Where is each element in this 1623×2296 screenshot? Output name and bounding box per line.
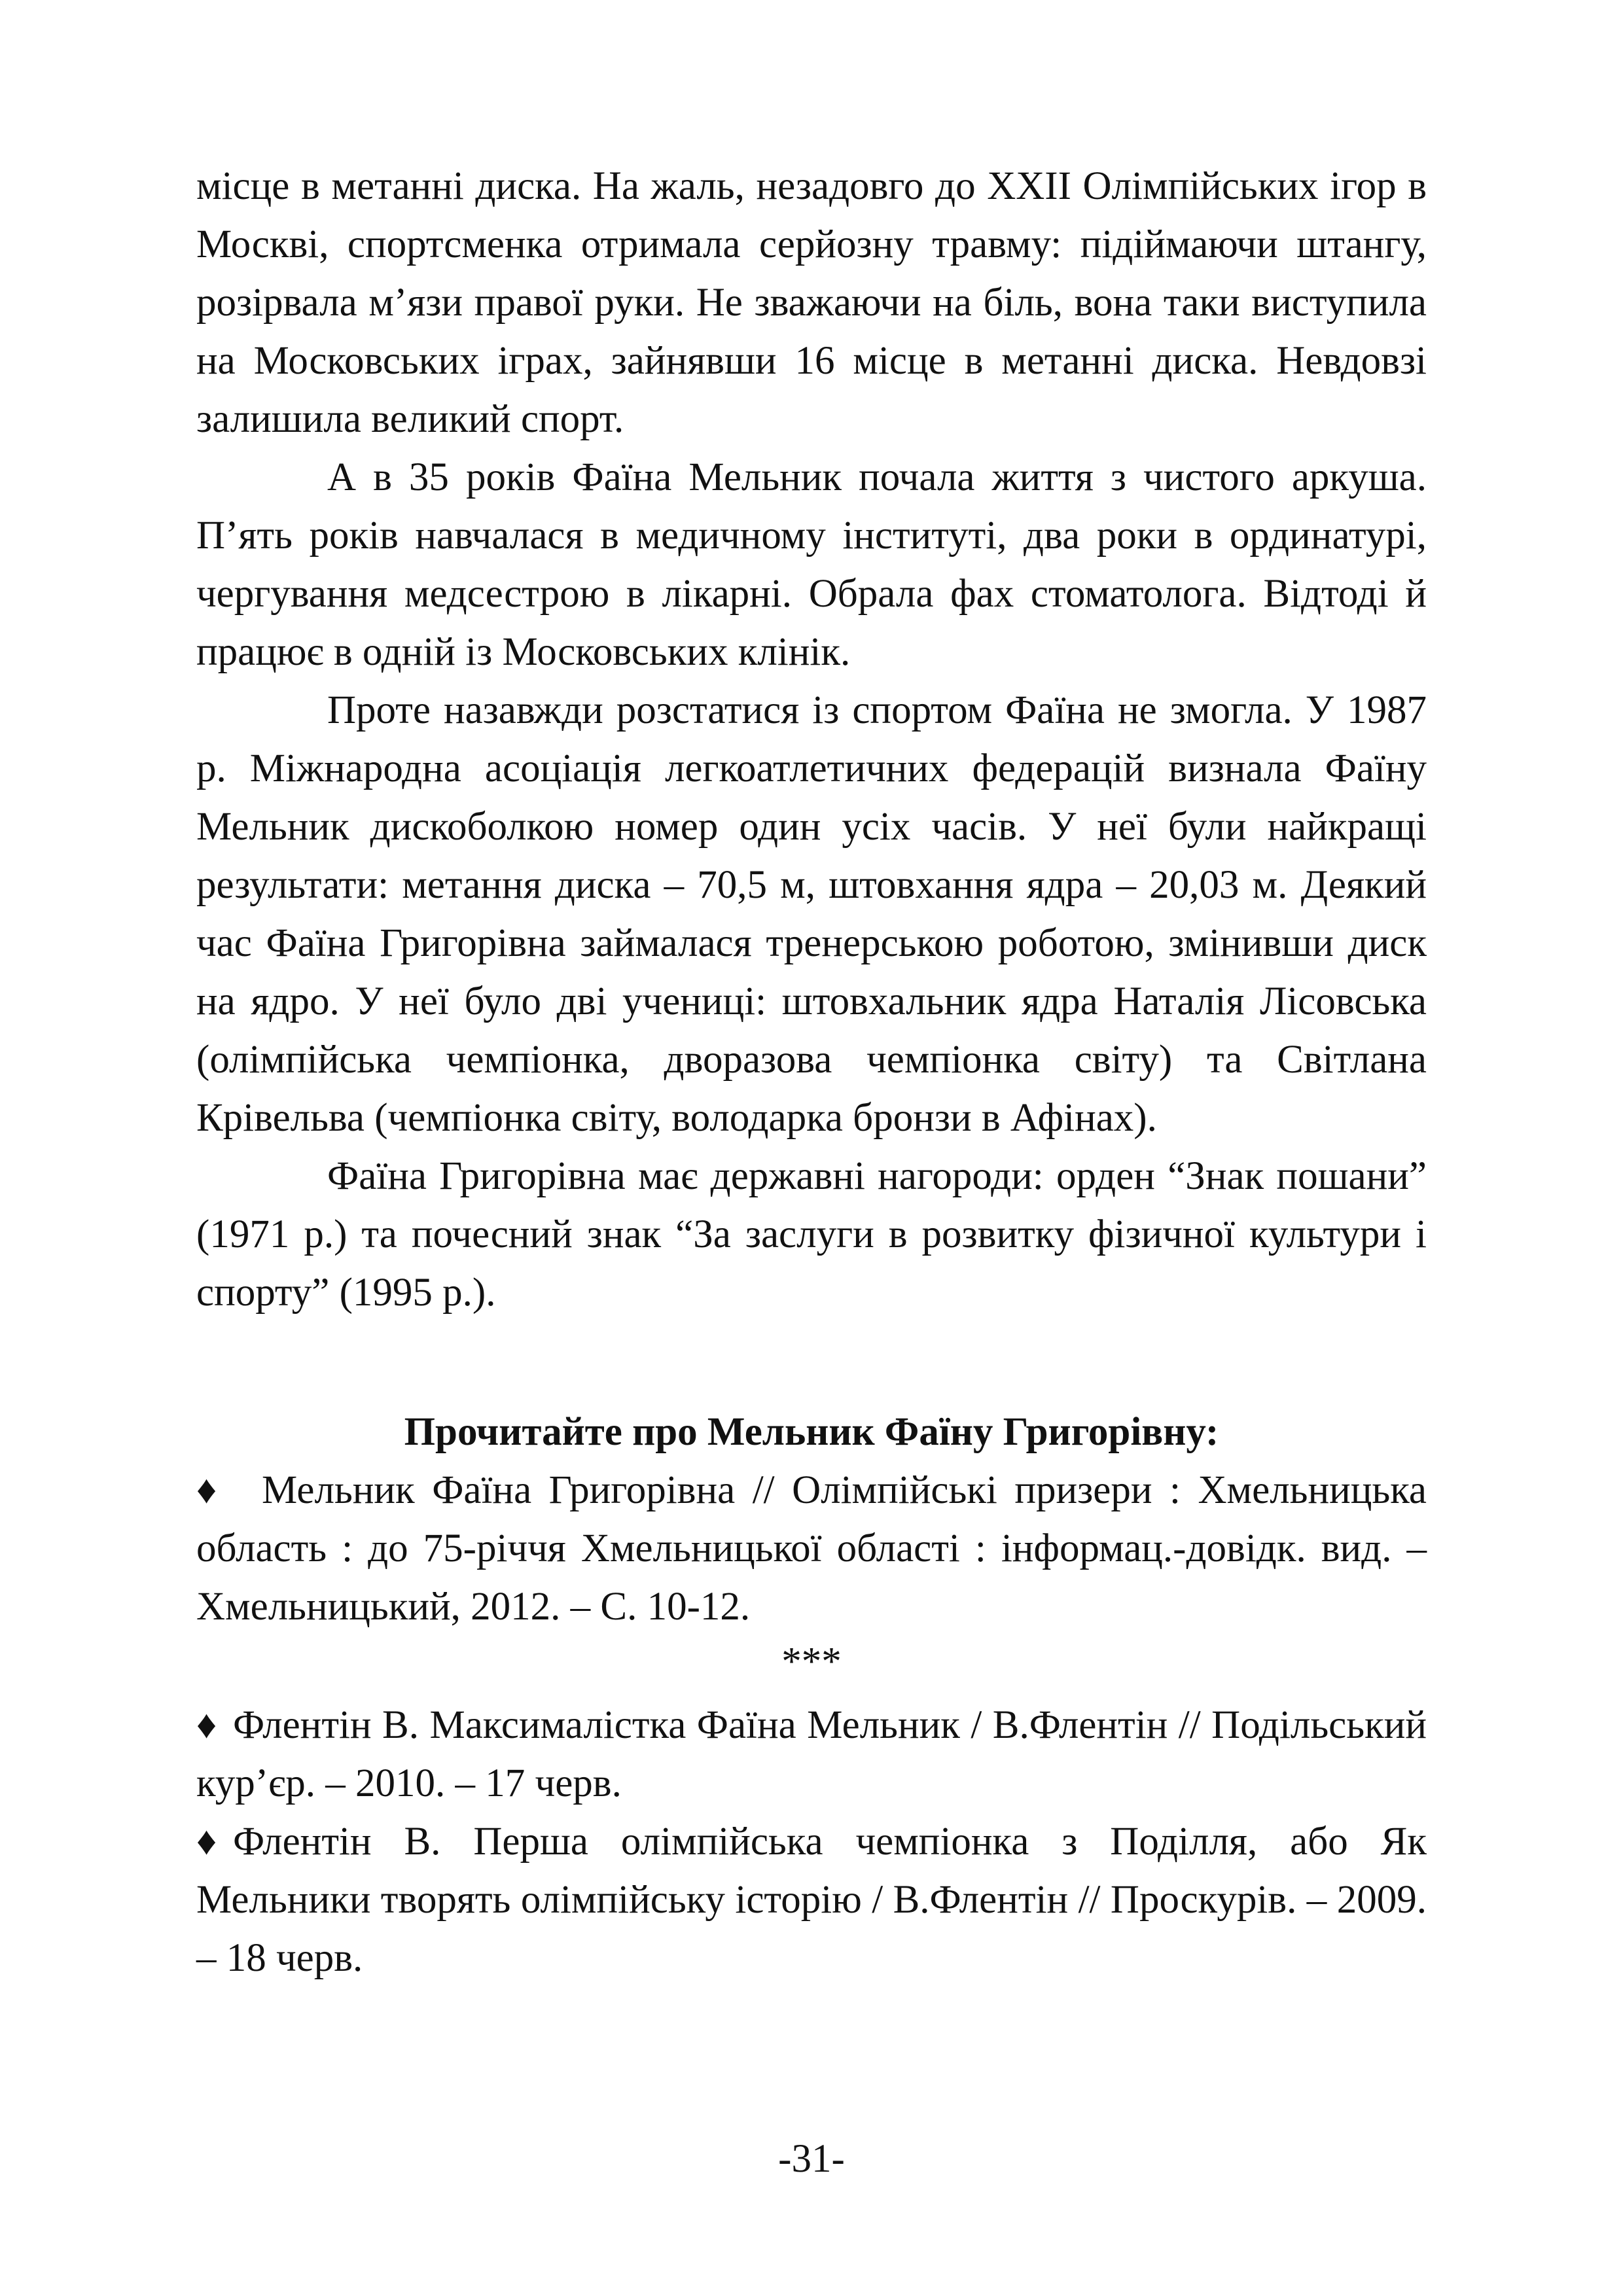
diamond-bullet-icon: ♦ <box>196 1703 217 1747</box>
bibliography-text: Флентін В. Максималістка Фаїна Мельник / В.Флентін // Подільський кур’єр. – 2010. – 17 черв. <box>196 1703 1427 1805</box>
paragraph-awards: Фаїна Григорівна має державні нагороди: орден “Знак пошани” (1971 р.) та почесний знак “За заслуги в розвитку фізичної культури і спорту” (1995 р.). <box>196 1154 1427 1315</box>
section-separator: *** <box>781 1640 842 1684</box>
diamond-bullet-icon: ♦ <box>196 1820 217 1863</box>
page-content <box>196 157 1427 1987</box>
paragraph-sport-career: Проте назавжди розстатися із спортом Фаїна не змогла. У 1987 р. Міжнародна асоціація легкоатлетичних федерацій визнала Фаїну Мельник дискоболкою номер один усіх часів. У неї були найкращі результати: метання диска – 70,5 м, штовхання ядра – 20,03 м. Деякий час Фаїна Григорівна займалася тренерською роботою, змінивши диск на ядро. У неї було дві учениці: штовхальник ядра Наталія Лісовська (олімпійська чемпіонка, дворазова чемпіонка світу) та Світлана Крівельва (чемпіонка світу, володарка бронзи в Афінах). <box>196 688 1427 1140</box>
bibliography-item <box>196 1812 1427 1987</box>
bibliography-text: Флентін В. Перша олімпійська чемпіонка з Поділля, або Як Мельники творять олімпійську історію / В.Флентін // Проскурів. – 2009. – 18 черв. <box>196 1820 1427 1980</box>
bibliography-text: Мельник Фаїна Григорівна // Олімпійські призери : Хмельницька область : до 75-річчя Хмельницької області : інформац.-довідк. вид. – Хмельницький, 2012. – С. 10-12. <box>196 1468 1427 1629</box>
diamond-bullet-icon: ♦ <box>196 1468 217 1512</box>
bibliography-item <box>196 1461 1427 1636</box>
bibliography-item <box>196 1696 1427 1812</box>
paragraph-new-life: А в 35 років Фаїна Мельник почала життя з чистого аркуша. П’ять років навчалася в медичному інституті, два роки в ординатурі, чергування медсестрою в лікарні. Обрала фах стоматолога. Відтоді й працює в одній із Московських клінік. <box>196 455 1427 674</box>
paragraph-continuation: місце в метанні диска. На жаль, незадовго до XXII Олімпійських ігор в Москві, спортсменка отримала серйозну травму: підіймаючи штангу, розірвала м’язи правої руки. Не зважаючи на біль, вона таки виступила на Московських іграх, зайнявши 16 місце в метанні диска. Невдовзі залишила великий спорт. <box>196 164 1427 441</box>
page-number: -31- <box>778 2137 845 2181</box>
reading-heading: Прочитайте про Мельник Фаїну Григорівну: <box>404 1410 1219 1454</box>
